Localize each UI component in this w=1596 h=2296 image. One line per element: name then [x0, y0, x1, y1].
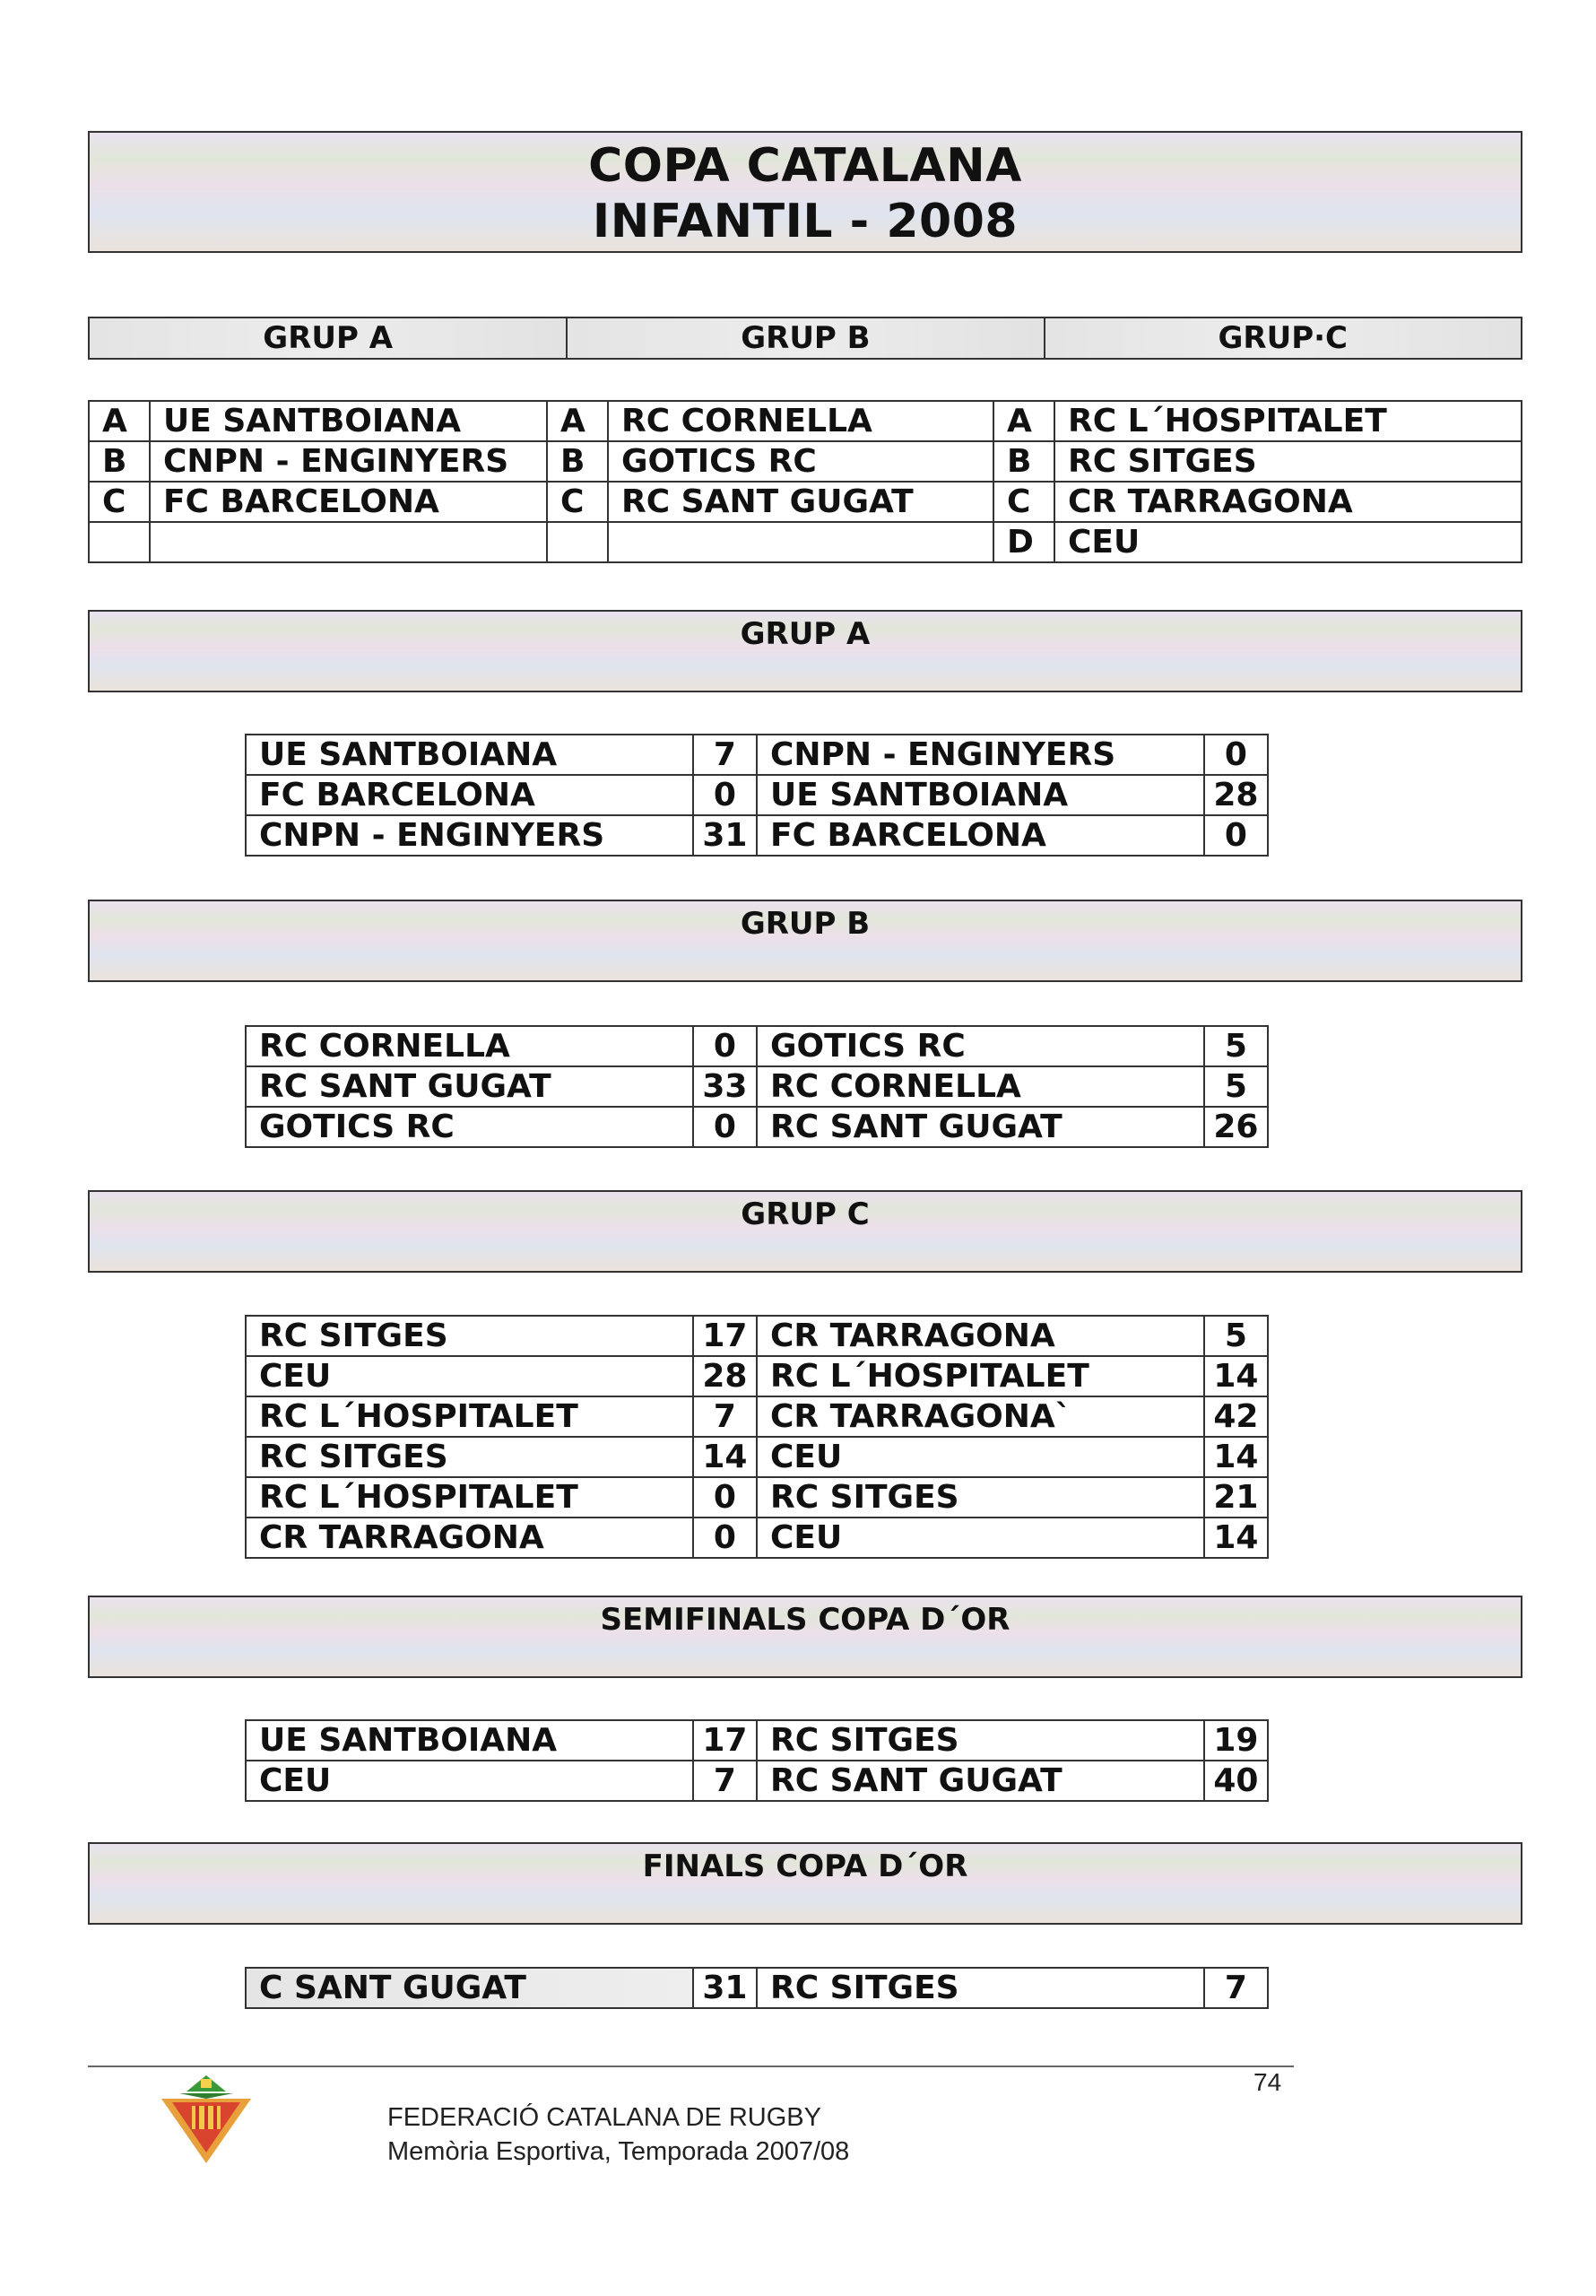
page-title-banner	[88, 131, 1522, 253]
section-heading-label: GRUP C	[741, 1196, 870, 1232]
table-row	[246, 1026, 1268, 1066]
team-letter: C	[547, 482, 608, 522]
team-letter	[89, 522, 150, 562]
away-score: 14	[1204, 1356, 1268, 1396]
team-name: RC CORNELLA	[608, 401, 993, 441]
table-row	[246, 735, 1268, 775]
footer-divider	[88, 2066, 1294, 2067]
home-team: RC L´HOSPITALET	[246, 1477, 693, 1518]
away-team: RC SITGES	[757, 1477, 1204, 1518]
away-team: RC L´HOSPITALET	[757, 1356, 1204, 1396]
results-table-semifinals	[245, 1719, 1269, 1802]
home-team: C SANT GUGAT	[246, 1968, 693, 2008]
table-row	[246, 1761, 1268, 1801]
team-name: RC SANT GUGAT	[608, 482, 993, 522]
results-table-finals	[245, 1967, 1269, 2009]
away-team: RC SANT GUGAT	[757, 1107, 1204, 1147]
home-team: RC CORNELLA	[246, 1026, 693, 1066]
away-team: FC BARCELONA	[757, 815, 1204, 856]
away-team: RC SITGES	[757, 1968, 1204, 2008]
footer-org-name: FEDERACIÓ CATALANA DE RUGBY	[387, 2103, 821, 2132]
away-team: CR TARRAGONA`	[757, 1396, 1204, 1437]
home-score: 31	[693, 815, 757, 856]
table-row	[246, 1518, 1268, 1558]
group-header-row	[88, 317, 1522, 360]
away-score: 14	[1204, 1437, 1268, 1477]
team-letter: B	[547, 441, 608, 482]
section-heading-grup-b	[88, 900, 1522, 982]
team-name	[150, 522, 547, 562]
table-row	[89, 522, 1522, 562]
home-team: RC SITGES	[246, 1316, 693, 1356]
table-row	[246, 1477, 1268, 1518]
section-heading-label: GRUP A	[740, 616, 871, 652]
team-name: RC SITGES	[1054, 441, 1522, 482]
table-row	[246, 1356, 1268, 1396]
table-row	[89, 482, 1522, 522]
away-team: RC SANT GUGAT	[757, 1761, 1204, 1801]
away-team: CR TARRAGONA	[757, 1316, 1204, 1356]
away-score: 5	[1204, 1066, 1268, 1107]
away-score: 14	[1204, 1518, 1268, 1558]
away-score: 7	[1204, 1968, 1268, 2008]
table-row	[246, 1107, 1268, 1147]
federation-shield-logo-icon	[160, 2074, 253, 2167]
away-team: UE SANTBOIANA	[757, 775, 1204, 815]
table-row	[246, 815, 1268, 856]
away-score: 5	[1204, 1026, 1268, 1066]
team-letter: B	[89, 441, 150, 482]
away-score: 40	[1204, 1761, 1268, 1801]
team-letter: A	[89, 401, 150, 441]
home-score: 31	[693, 1968, 757, 2008]
away-score: 42	[1204, 1396, 1268, 1437]
away-team: CEU	[757, 1437, 1204, 1477]
home-score: 33	[693, 1066, 757, 1107]
section-heading-label: FINALS COPA D´OR	[642, 1848, 968, 1884]
away-team: RC SITGES	[757, 1720, 1204, 1761]
table-row	[246, 1316, 1268, 1356]
table-row	[246, 1968, 1268, 2008]
home-score: 0	[693, 1518, 757, 1558]
footer-text-block	[387, 2100, 849, 2169]
team-name: RC L´HOSPITALET	[1054, 401, 1522, 441]
home-team: CNPN - ENGINYERS	[246, 815, 693, 856]
group-a-header: GRUP A	[89, 317, 567, 359]
table-row	[246, 1396, 1268, 1437]
group-teams-table	[88, 400, 1522, 563]
away-score: 19	[1204, 1720, 1268, 1761]
team-letter: A	[547, 401, 608, 441]
home-team: CEU	[246, 1761, 693, 1801]
section-heading-finals	[88, 1842, 1522, 1925]
team-name: CR TARRAGONA	[1054, 482, 1522, 522]
results-table-grup-a	[245, 734, 1269, 857]
page-number: 74	[1253, 2068, 1282, 2096]
footer-subtitle: Memòria Esportiva, Temporada 2007/08	[387, 2137, 850, 2166]
team-name: UE SANTBOIANA	[150, 401, 547, 441]
team-letter: C	[89, 482, 150, 522]
away-team: GOTICS RC	[757, 1026, 1204, 1066]
results-table-grup-c	[245, 1315, 1269, 1559]
section-heading-label: SEMIFINALS COPA D´OR	[600, 1602, 1011, 1638]
table-row	[246, 1066, 1268, 1107]
home-score: 0	[693, 1026, 757, 1066]
team-letter: B	[993, 441, 1054, 482]
section-heading-semifinals	[88, 1596, 1522, 1678]
home-team: GOTICS RC	[246, 1107, 693, 1147]
home-team: RC L´HOSPITALET	[246, 1396, 693, 1437]
away-team: RC CORNELLA	[757, 1066, 1204, 1107]
page-subtitle: INFANTIL - 2008	[592, 195, 1019, 248]
team-name: CNPN - ENGINYERS	[150, 441, 547, 482]
home-team: UE SANTBOIANA	[246, 1720, 693, 1761]
away-score: 26	[1204, 1107, 1268, 1147]
table-row	[246, 1720, 1268, 1761]
table-row	[246, 1437, 1268, 1477]
home-score: 0	[693, 1477, 757, 1518]
team-letter	[547, 522, 608, 562]
section-heading-grup-c	[88, 1190, 1522, 1273]
home-score: 0	[693, 1107, 757, 1147]
page-title: COPA CATALANA	[588, 139, 1022, 193]
home-team: CR TARRAGONA	[246, 1518, 693, 1558]
group-b-header: GRUP B	[567, 317, 1044, 359]
table-row	[89, 441, 1522, 482]
home-team: UE SANTBOIANA	[246, 735, 693, 775]
team-letter: A	[993, 401, 1054, 441]
section-heading-label: GRUP B	[740, 906, 871, 942]
home-score: 0	[693, 775, 757, 815]
away-score: 0	[1204, 735, 1268, 775]
results-table-grup-b	[245, 1025, 1269, 1148]
home-score: 14	[693, 1437, 757, 1477]
away-score: 0	[1204, 815, 1268, 856]
home-team: RC SANT GUGAT	[246, 1066, 693, 1107]
team-letter: C	[993, 482, 1054, 522]
table-row	[246, 775, 1268, 815]
table-row	[89, 401, 1522, 441]
home-score: 7	[693, 1761, 757, 1801]
team-name: FC BARCELONA	[150, 482, 547, 522]
away-team: CEU	[757, 1518, 1204, 1558]
home-score: 7	[693, 1396, 757, 1437]
home-team: FC BARCELONA	[246, 775, 693, 815]
team-name	[608, 522, 993, 562]
team-letter: D	[993, 522, 1054, 562]
home-team: CEU	[246, 1356, 693, 1396]
group-c-header: GRUP·C	[1045, 317, 1522, 359]
home-score: 17	[693, 1316, 757, 1356]
home-team: RC SITGES	[246, 1437, 693, 1477]
home-score: 17	[693, 1720, 757, 1761]
away-score: 5	[1204, 1316, 1268, 1356]
team-name: CEU	[1054, 522, 1522, 562]
section-heading-grup-a	[88, 610, 1522, 692]
home-score: 28	[693, 1356, 757, 1396]
away-score: 21	[1204, 1477, 1268, 1518]
away-team: CNPN - ENGINYERS	[757, 735, 1204, 775]
team-name: GOTICS RC	[608, 441, 993, 482]
home-score: 7	[693, 735, 757, 775]
away-score: 28	[1204, 775, 1268, 815]
